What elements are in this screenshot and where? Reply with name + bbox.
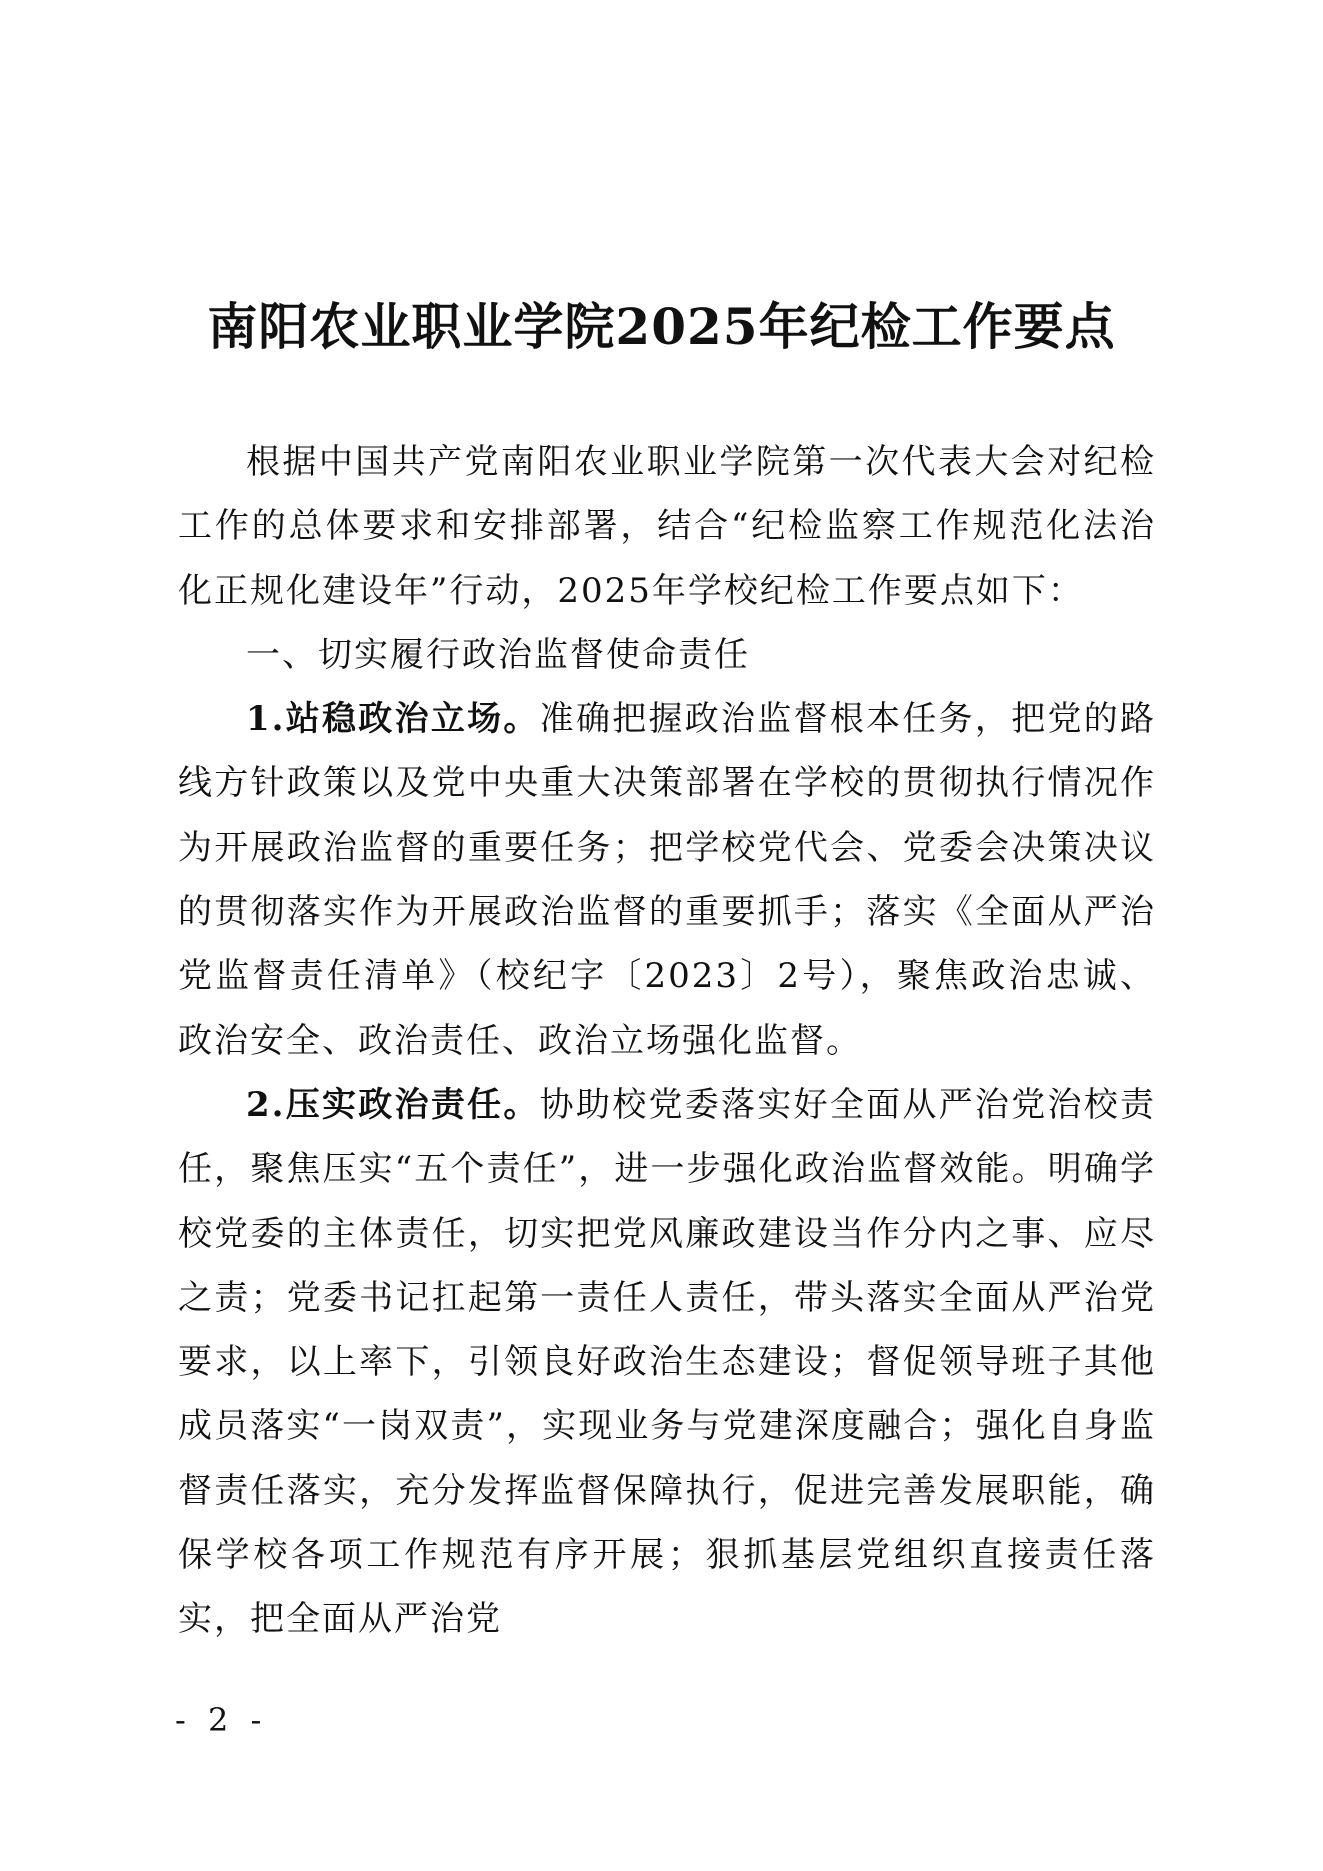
document-title: 南阳农业职业学院2025年纪检工作要点 (207, 297, 1116, 356)
page-number: - 2 - (175, 1701, 268, 1739)
section-heading: 一、切实履行政治监督使命责任 (246, 634, 750, 675)
document-body (178, 430, 1156, 1652)
item-2-text: 协助校党委落实好全面从严治党治校责任，聚焦压实“五个责任”，进一步强化政治监督效能。明确学校党委的主体责任，切实把党风廉政建设当作分内之事、应尽之责；党委书记扛起第一责任人责任，带头落实全面从严治党要求，以上率下，引领良好政治生态建设；督促领导班子其他成员落实“一岗双责”，实现业务与党建深度融合；强化自身监督责任落实，充分发挥监督保障执行，促进完善发展职能，确保学校各项工作规范有序开展；狠抓基层党组织直接责任落实，把全面从严治党 (178, 1084, 1157, 1640)
item-1-label: 1.站稳政治立场。 (246, 699, 540, 740)
item-1-text: 准确把握政治监督根本任务，把党的路线方针政策以及党中央重大决策部署在学校的贯彻执行情况作为开展政治监督的重要任务；把学校党代会、党委会决策决议的贯彻落实作为开展政治监督的重要抓手；落实《全面从严治党监督责任清单》（校纪字〔2023〕2号），聚焦政治忠诚、政治安全、政治责任、政治立场强化监督。 (178, 699, 1157, 1061)
intro-paragraph: 根据中国共产党南阳农业职业学院第一次代表大会对纪检工作的总体要求和安排部署，结合“纪检监察工作规范化法治化正规化建设年”行动，2025年学校纪检工作要点如下： (178, 442, 1156, 611)
item-1-paragraph (178, 687, 1156, 1073)
item-2-label: 2.压实政治责任。 (246, 1084, 540, 1125)
item-2-paragraph (178, 1073, 1156, 1652)
